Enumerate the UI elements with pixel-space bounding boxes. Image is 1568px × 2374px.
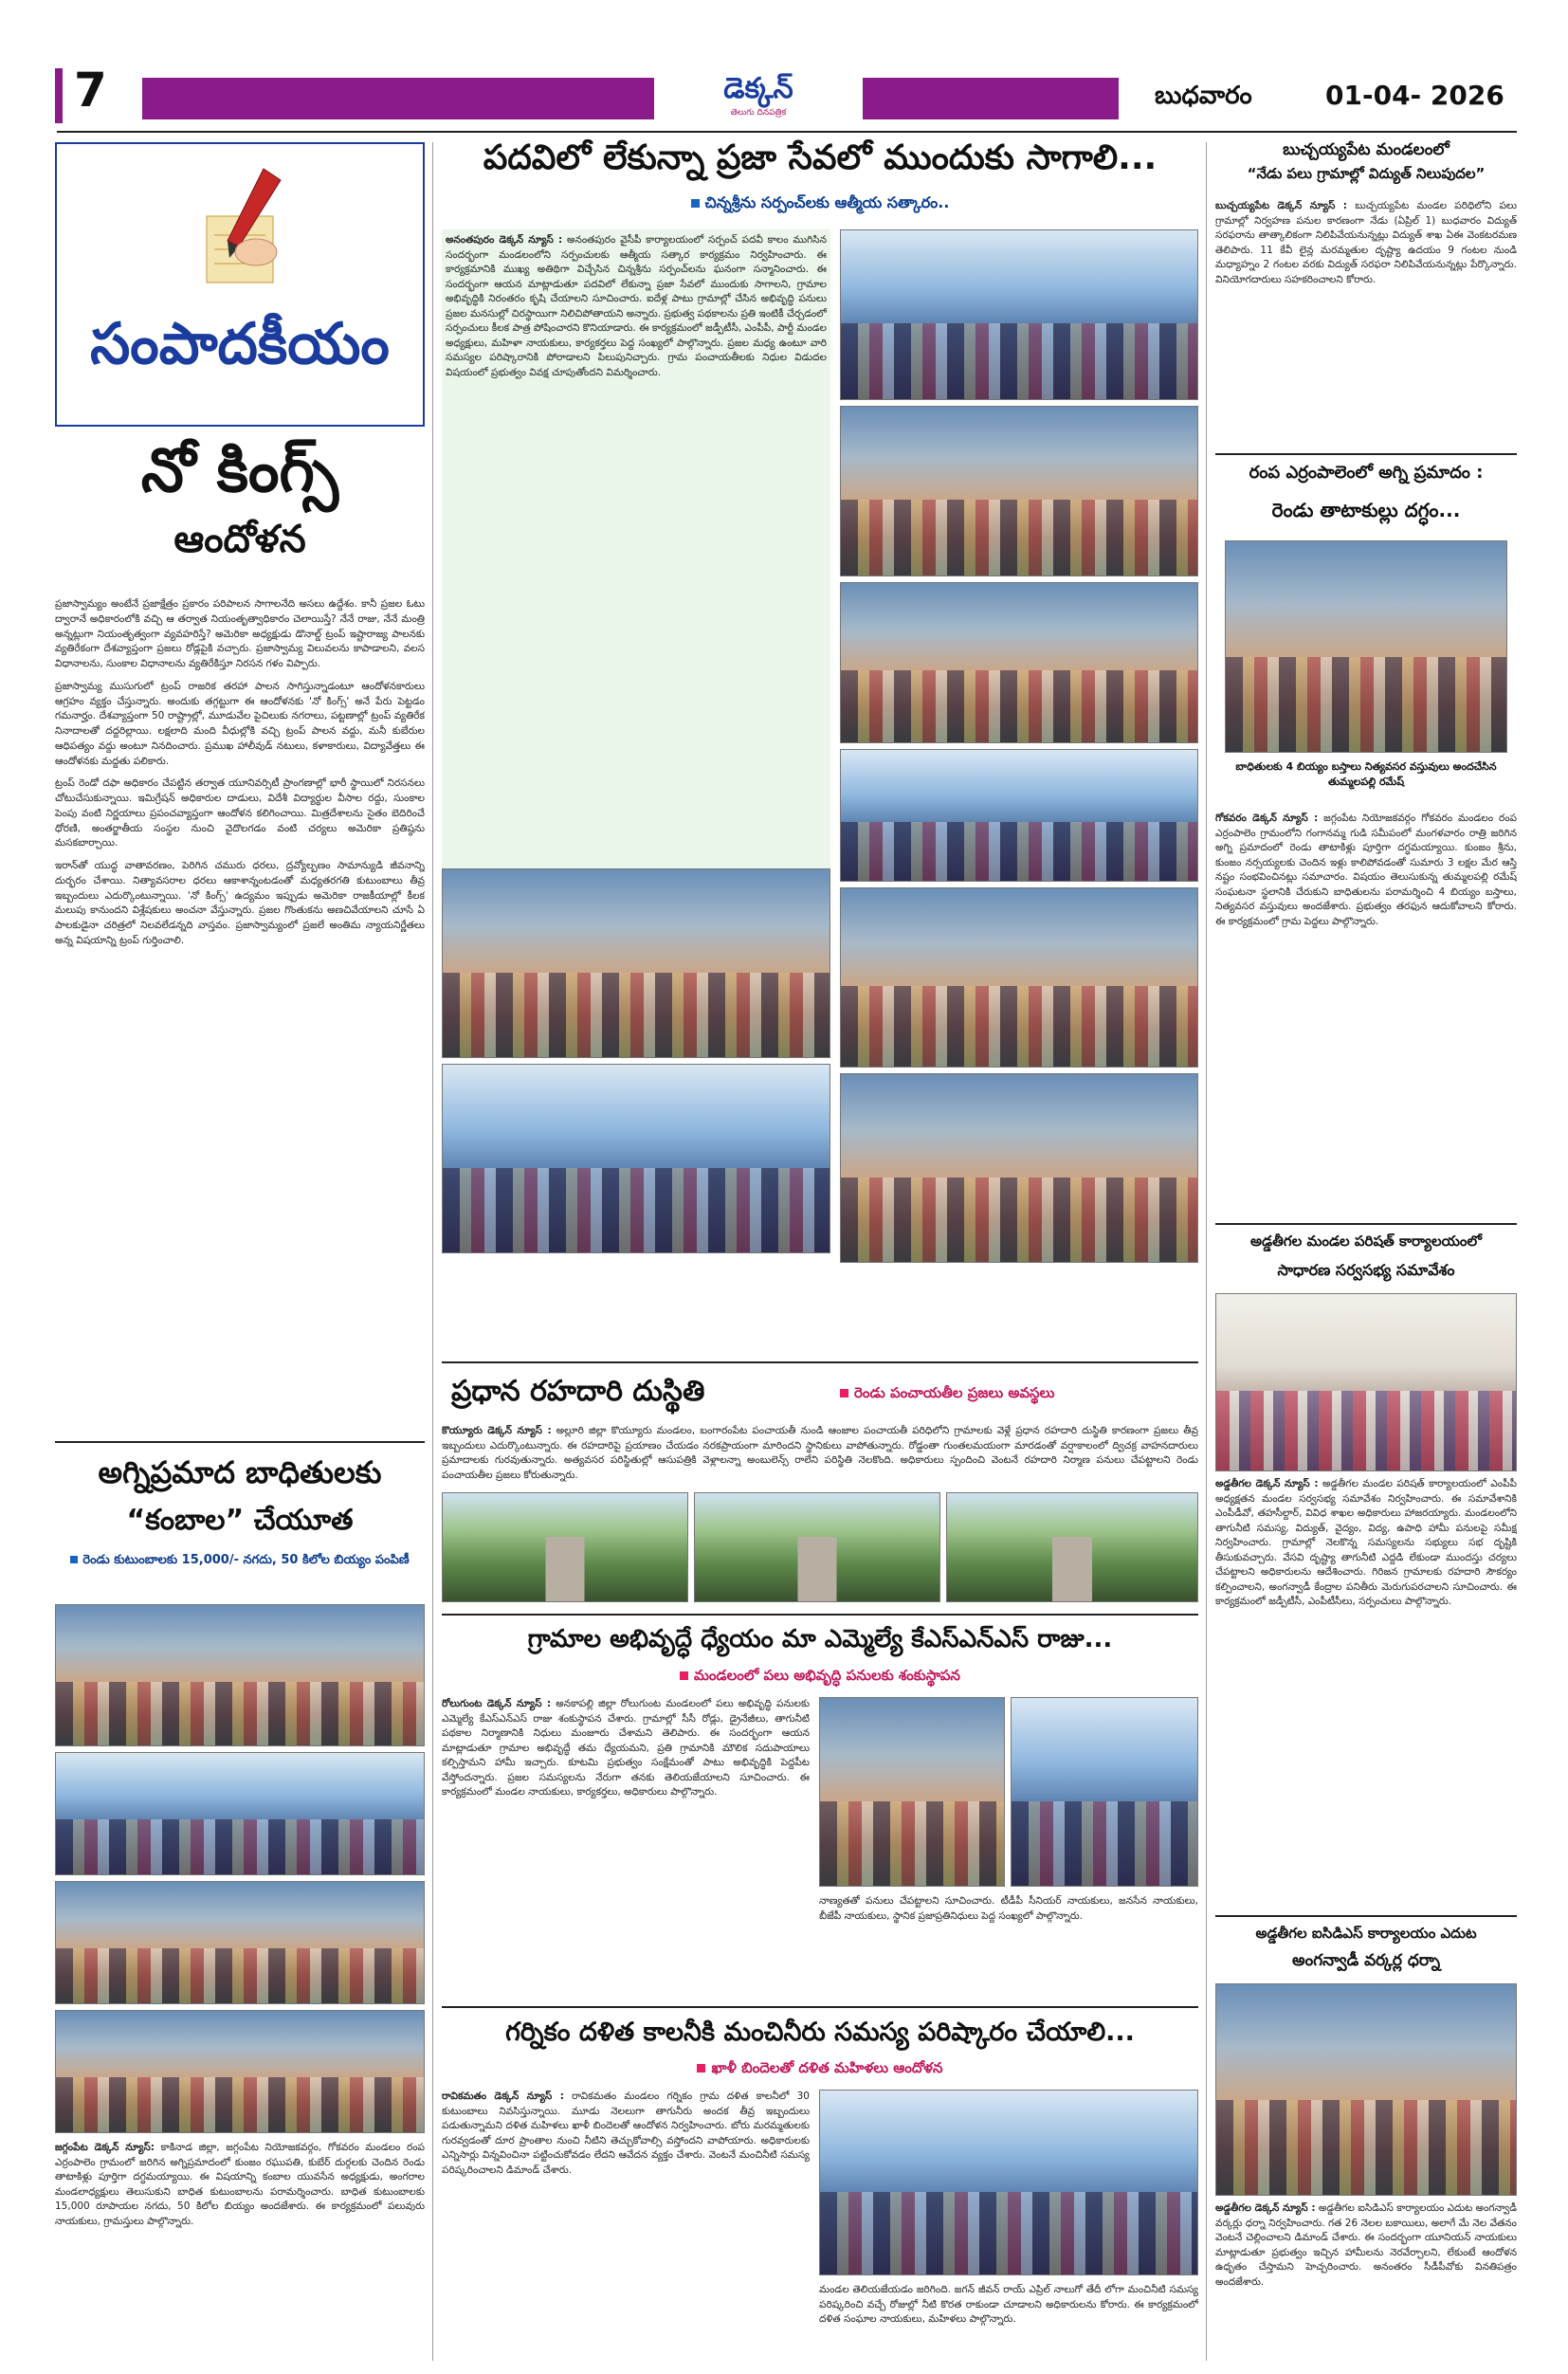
story-fire-aid [55, 1451, 425, 2361]
subhead-text: రెండు పంచాయతీల ప్రజలు అవస్థలు [854, 1384, 1055, 1401]
story-text: అనంతపురం వైసీపీ కార్యాలయంలో సర్పంచ్ పదవీ కాలం ముగిసిన సందర్భంగా మండలంలోని సర్పంచులకు ఆత్మీయ సత్కార కార్యక్రమం నిర్వహించారు. ఈ కార్యక్రమానికి ముఖ్య అతిథిగా విచ్చేసిన చిన్నశ్రీను సర్పంచ్‌లను ఘనంగా సన్మానించారు. ఈ సందర్భంగా ఆయన మాట్లాడుతూ పదవిలో లేకున్నా ప్రజా సేవలో ముందుకు సాగాలని, గ్రామాల అభివృద్ధికి నిరంతరం కృషి చేయాలని సూచించారు. ఐదేళ్ల పాటు గ్రామాల్లో చేసిన అభివృద్ధి పనులు ప్రజల మనసుల్లో చిరస్థాయిగా నిలిచిపోతాయని అన్నారు. ప్రభుత్వ పథకాలను ప్రతి ఇంటికీ చేర్చడంలో సర్పంచులు కీలక పాత్ర పోషించారని కొనియాడారు. ఈ కార్యక్రమంలో జడ్పీటీసీ, ఎంపీపీ, పార్టీ మండల అధ్యక్షులు, మహిళా నాయకులు, కార్యకర్తలు పెద్ద సంఖ్యలో పాల్గొన్నారు. ప్రజల మధ్య ఉంటూ వారి సమస్యల పరిష్కారానికి పోరాడాలని పిలుపునిచ్చారు. గ్రామ పంచాయతీలకు నిధుల విడుదల విషయంలో ప్రభుత్వం వివక్ష చూపుతోందని విమర్శించారు. [446, 234, 827, 378]
story-photo [442, 1064, 830, 1253]
divider [1215, 1223, 1517, 1225]
story-anganwadi [1215, 1921, 1517, 2365]
story-body [1215, 1477, 1517, 1908]
paper-logo [654, 70, 863, 127]
story-photo [840, 582, 1198, 743]
editorial-headline: నో కింగ్స్ [140, 436, 339, 506]
editorial-paragraph: ట్రంప్ రెండో దఫా అధికారం చేపట్టిన తర్వాత యూనివర్సిటీ ప్రాంగణాల్లో భారీ స్థాయిలో నిరసనలు చోటుచేసుకున్నాయి. ఇమిగ్రేషన్ అధికారుల దాడులు, విదేశీ విద్యార్థుల వీసాల రద్దు, సుంకాల పెంపు వంటి నిర్ణయాలు ప్రపంచవ్యాప్తంగా ఆందోళన కలిగించాయి. మిత్రదేశాలను సైతం బెదిరించే ధోరణి, అంతర్జాతీయ సంస్థల నుంచి వైదొలగడం వంటి చర్యలు అమెరికా ప్రతిష్ఠను మసకబార్చాయి. [55, 777, 425, 849]
story-power [1215, 138, 1517, 451]
story-headline-2: రెండు తాటాకుల్లు దగ్ధం... [1271, 499, 1461, 521]
masthead [0, 0, 1568, 133]
story-photo [55, 1752, 425, 1875]
story-fire-village [1215, 459, 1517, 1217]
masthead-color-band [142, 78, 1119, 119]
story-subhead [442, 2059, 1198, 2080]
story-subhead [442, 193, 1198, 215]
subhead-text: ఖాళీ బిందెలతో దళిత మహిళలు ఆందోళన [711, 2059, 943, 2076]
story-headline: బుచ్చయ్యపేట మండలంలో [1283, 140, 1449, 159]
editorial-headline-2: ఆందోళన [173, 518, 306, 561]
divider [442, 1361, 1198, 1363]
story-text: అడ్డతీగల మండల పరిషత్ కార్యాలయంలో ఎంపీపీ అధ్యక్షతన మండల సర్వసభ్య సమావేశం నిర్వహించారు. ఈ సమావేశానికి ఎంపీడీవో, తహసీల్దార్, వివిధ శాఖల అధికారులు హాజరయ్యారు. మండలంలోని తాగునీటి సమస్య, విద్యుత్, వైద్యం, విద్య, ఉపాధి హామీ పనులపై సమీక్ష నిర్వహించారు. గ్రామాల్లో నెలకొన్న సమస్యలను సభ్యులు సభ దృష్టికి తీసుకువచ్చారు. వేసవి దృష్ట్యా తాగునీటి ఎద్దడి లేకుండా ముందస్తు చర్యలు చేపట్టాలని అధికారులను ఆదేశించారు. గిరిజన గ్రామాలకు రహదారి సౌకర్యం కల్పించాలని, అంగన్వాడీ కేంద్రాల పనితీరు మెరుగుపరచాలని సూచించారు. ఈ కార్యక్రమంలో జడ్పీటీసీ, ఎంపీటీసీలు, సర్పంచులు పాల్గొన్నారు. [1215, 1478, 1517, 1608]
story-body [442, 2090, 810, 2359]
story-headline-2: సాధారణ సర్వసభ్య సమావేశం [1277, 1261, 1455, 1279]
story-text: అడ్డతీగల ఐసిడిఎస్ కార్యాలయం ఎదుట అంగన్వాడీ వర్కర్లు ధర్నా నిర్వహించారు. గత 26 నెలల బకాయిలు, అలాగే మే నెల వేతనం వెంటనే చెల్లించాలని డిమాండ్ చేశారు. ఈ సందర్భంగా యూనియన్ నాయకులు మాట్లాడుతూ ప్రభుత్వం ఇచ్చిన హామీలను నెరవేర్చాలని, లేకుంటే ఆందోళన ఉధృతం చేస్తామని హెచ్చరించారు. అనంతరం సీడీపీవోకు వినతిపత్రం అందజేశారు. [1215, 2202, 1517, 2288]
story-body-continued: మండల తెలియజేయడం జరిగింది. జగన్ జీవన్ రాయ్ ఎప్రిల్ నాలుగో తేదీ లోగా మంచినీటి సమస్య పరిష్కరించి వచ్చే రోజుల్లో నీటి కొరత రాకుండా చూడాలని అధికారులను కోరారు. ఈ కార్యక్రమంలో దళిత సంఘాల నాయకులు, మహిళలు పాల్గొన్నారు. [819, 2284, 1198, 2326]
paper-tagline: తెలుగు దినపత్రిక [730, 108, 787, 118]
story-text: అనకాపల్లి జిల్లా రోలుగుంట మండలంలో పలు అభివృద్ధి పనులకు ఎమ్మెల్యే కేఎస్ఎన్ఎస్ రాజు శంకుస్థాపన చేశారు. గ్రామాల్లో సీసీ రోడ్లు, డ్రైనేజీలు, తాగునీటి పథకాల నిర్మాణానికి నిధులు మంజూరు చేశామని తెలిపారు. ఈ సందర్భంగా ఆయన మాట్లాడుతూ గ్రామాల అభివృద్ధే తమ ధ్యేయమని, ప్రతి గ్రామానికి మౌలిక సదుపాయాలు కల్పిస్తామని హామీ ఇచ్చారు. కూటమి ప్రభుత్వం సంక్షేమంతో పాటు అభివృద్ధికి పెద్దపీట వేస్తోందన్నారు. ప్రజల సమస్యలను నేరుగా తనకు తెలియజేయాలని సూచించారు. ఈ కార్యక్రమంలో మండల నాయకులు, కార్యకర్తలు, అధికారులు పాల్గొన్నారు. [442, 1698, 810, 1799]
story-text: బుచ్చయ్యపేట మండల పరిధిలోని పలు గ్రామాల్లో నిర్వహణ పనుల కారణంగా నేడు (ఏప్రిల్ 1) బుధవారం విద్యుత్ సరఫరాను తాత్కాలికంగా నిలిపివేయనున్నట్లు విద్యుత్ శాఖ ఏఈ వెంకటరమణ తెలిపారు. 11 కేవీ లైన్ల మరమ్మతుల దృష్ట్యా ఉదయం 9 గంటల నుండి మధ్యాహ్నం 2 గంటల వరకు విద్యుత్ సరఫరా నిలిపివేయనున్నట్లు పేర్కొన్నారు. వినియోగదారులు సహకరించాలని కోరారు. [1215, 200, 1517, 285]
masthead-underline [57, 131, 1517, 133]
story-text: జగ్గంపేట నియోజకవర్గం గోకవరం మండలం రంప ఎర్రంపాలెం గ్రామంలోని గంగానమ్మ గుడి సమీపంలో మంగళవారం రాత్రి జరిగిన అగ్ని ప్రమాదంలో రెండు తాటాకిళ్లు పూర్తిగా దగ్ధమయ్యాయి. కుంజం శ్రీను, కుంజం నర్సయ్యలకు చెందిన ఇళ్లు కాలిపోవడంతో సుమారు 3 లక్షల మేర ఆస్తి నష్టం సంభవించినట్లు సమాచారం. విషయం తెలుసుకున్న తుమ్మలపల్లి రమేష్ సంఘటనా స్థలానికి చేరుకుని బాధితులను పరామర్శించి 4 బియ్యం బస్తాలు, నిత్యవసర వస్తువులు అందజేశారు. ప్రభుత్వం తరఫున ఆదుకోవాలని కోరారు. ఈ కార్యక్రమంలో గ్రామ పెద్దలు పాల్గొన్నారు. [1215, 813, 1517, 927]
editorial-paragraph: ప్రజాస్వామ్య ముసుగులో ట్రంప్ రాజరిక తరహా పాలన సాగిస్తున్నాడంటూ ఆందోళనకారులు ఆగ్రహం వ్యక్తం చేస్తున్నారు. అందుకు తగ్గట్టుగా ఈ ఆందోళనకు 'నో కింగ్స్' అనే పేరు పెట్టడం గమనార్హం. దేశవ్యాప్తంగా 50 రాష్ట్రాల్లో, మూడువేల పైచిలుకు నగరాలు, పట్టణాల్లో ట్రంప్ వ్యతిరేక నినాదాలతో దద్దరిల్లాయి. లక్షలాది మంది వీధుల్లోకి వచ్చి ట్రంప్ పాలన వద్దు, మనీ కుబేరుల ఆధిపత్యం వద్దు అంటూ నినదించారు. ప్రముఖ హాలీవుడ్ నటులు, కళాకారులు, విద్యావేత్తలు ఈ ఆందోళనకు మద్దతు పలికారు. [55, 680, 425, 767]
pen-hand-icon [190, 159, 294, 301]
story-body [442, 1424, 1198, 1490]
bullet-square-icon [691, 199, 700, 208]
story-text: కాకినాడ జిల్లా, జగ్గంపేట నియోజకవర్గం, గోకవరం మండలం రంప ఎర్రంపాలెం గ్రామంలో జరిగిన అగ్నిప్రమాదంలో కుంజం రఘుపతి, కుబేర్ దుర్గలకు చెందిన రెండు తాటాకిళ్లు పూర్తిగా దగ్ధమయ్యాయి. ఈ విషయాన్ని కంబాల యువసేన అధ్యక్షుడు, అంగరాల మండలాధ్యక్షులు తెలుసుకుని బాధిత కుటుంబాలను పరామర్శించారు. బాధిత కుటుంబాలకు 15,000 రూపాయల నగదు, 50 కిలోల బియ్యం అందజేశారు. ఈ కార్యక్రమంలో పలువురు నాయకులు, గ్రామస్తులు పాల్గొన్నారు. [55, 2142, 425, 2227]
bullet-square-icon [70, 1556, 78, 1563]
story-headline: రంప ఎర్రంపాలెంలో అగ్ని ప్రమాదం : [1249, 463, 1484, 483]
story-text: అల్లూరి జిల్లా కొయ్యూరు మండలం, బంగారంపేట పంచాయతీ నుండి ఆంజాల పంచాయతీ పరిధిలోని గ్రామాలకు వెళ్లే ప్రధాన రహదారి దుస్థితి కారణంగా ప్రజలు తీవ్ర ఇబ్బందులు ఎదుర్కొంటున్నారు. ఈ రహదారిపై ప్రయాణం చేయడం నరకప్రాయంగా మారిందని స్థానికులు వాపోతున్నారు. రోడ్డంతా గుంతలమయంగా మారడంతో వర్షాకాలంలో ద్విచక్ర వాహనదారులు ప్రమాదాలకు గురవుతున్నారు. అత్యవసర పరిస్థితుల్లో ఆసుపత్రికి వెళ్లాలన్నా అంబులెన్స్ రాలేని పరిస్థితి నెలకొంది. అధికారులు స్పందించి వెంటనే రహదారి నిర్మాణ పనులు చేపట్టాలని రెండు పంచాయతీల ప్రజలు కోరుతున్నారు. [442, 1425, 1198, 1481]
story-headline-2: “కంబాల” చేయూత [126, 1504, 354, 1537]
story-text: రావికమతం మండలం గర్నికం గ్రామ దళిత కాలనీలో 30 కుటుంబాలు నివసిస్తున్నాయి. మూడు నెలలుగా తాగునీరు అందక తీవ్ర ఇబ్బందులు పడుతున్నామని దళిత మహిళలు ఖాళీ బిందెలతో ఆందోళన నిర్వహించారు. బోరు మరమ్మతులకు గురవ్వడంతో దూర ప్రాంతాల నుంచి నీటిని తెచ్చుకోవాల్సి వస్తోందని వాపోయారు. అధికారులకు ఎన్నిసార్లు విన్నవించినా పట్టించుకోవడం లేదని ఆవేదన వ్యక్తం చేశారు. వెంటనే మంచినీటి సమస్య పరిష్కరించాలని డిమాండ్ చేశారు. [442, 2091, 810, 2176]
story-photo [840, 406, 1198, 576]
story-photo [1215, 1293, 1517, 1471]
subhead-text: చిన్నశ్రీను సర్పంచ్‌లకు ఆత్మీయ సత్కారం.. [704, 193, 950, 211]
story-headline: అడ్డతీగల ఐసిడిఎస్ కార్యాలయం ఎదుట [1255, 1925, 1477, 1942]
dateline: జగ్గంపేట డెక్కన్ న్యూస్: [55, 2142, 155, 2153]
editorial-logo-box [55, 142, 425, 427]
divider [1215, 453, 1517, 455]
story-photo [55, 1604, 425, 1746]
story-headline: పదవిలో లేకున్నా ప్రజా సేవలో ముందుకు సాగాలి... [483, 138, 1158, 177]
story-subhead [64, 1553, 415, 1570]
story-photo [1225, 540, 1507, 753]
column-divider [1206, 142, 1207, 2361]
story-photo [840, 749, 1198, 882]
story-photo [819, 2090, 1198, 2275]
divider [442, 2006, 1198, 2008]
subhead-text: రెండు కుటుంబాలకు 15,000/- నగదు, 50 కిలోల బియ్యం పంపిణీ [82, 1553, 410, 1567]
story-photo [442, 868, 830, 1058]
story-photo [819, 1697, 1005, 1887]
page-number: 7 [74, 63, 107, 118]
story-photo [840, 887, 1198, 1068]
editorial-paragraph: ఇరాన్‌తో యుద్ధ వాతావరణం, పెరిగిన చమురు ధరలు, ద్రవ్యోల్బణం సామాన్యుడి జీవనాన్ని దుర్భరం చేశాయి. నిత్యావసరాల ధరలు ఆకాశాన్నంటడంతో మధ్యతరగతి కుటుంబాలు తీవ్ర ఇబ్బందులు ఎదుర్కొంటున్నాయి. 'నో కింగ్స్' ఉద్యమం ఇప్పుడు అమెరికా రాజకీయాల్లో కీలక మలుపు కానుందని విశ్లేషకులు అంచనా వేస్తున్నారు. ప్రజల గొంతుకను అణచివేయాలని చూసే ఏ పాలకుడైనా చరిత్రలో నిలవలేడన్నది వాస్తవం. ప్రజాస్వామ్యంలో ప్రజలే అంతిమ న్యాయనిర్ణేతలు అన్న విషయాన్ని ట్రంప్ గుర్తించాలి. [55, 860, 425, 946]
story-body [1215, 2201, 1517, 2361]
dateline: అడ్డతీగల డెక్కన్ న్యూస్ : [1215, 1478, 1319, 1489]
story-addateegala [1215, 1229, 1517, 1911]
story-photo [55, 2010, 425, 2133]
divider [442, 1614, 1198, 1616]
dateline: రోలుగుంట డెక్కన్ న్యూస్ : [442, 1698, 552, 1709]
story-body [442, 1697, 810, 1991]
story-photo [1215, 1983, 1517, 2196]
bullet-square-icon [840, 1389, 848, 1397]
bullet-square-icon [680, 1671, 688, 1680]
dateline: రావికమతం డెక్కన్ న్యూస్ : [442, 2091, 564, 2102]
story-headline-2: అంగన్వాడీ వర్కర్ల ధర్నా [1292, 1951, 1440, 1970]
dateline: అడ్డతీగల డెక్కన్ న్యూస్ : [1215, 2202, 1316, 2214]
subhead-text: మండలంలో పలు అభివృద్ధి పనులకు శంకుస్థాపన [694, 1667, 960, 1684]
story-photo [840, 1073, 1198, 1263]
bullet-square-icon [697, 2064, 705, 2073]
story-photo [55, 1881, 425, 2004]
divider [1215, 1915, 1517, 1917]
story-headline: ప్రధాన రహదారి దుస్థితి [451, 1375, 705, 1408]
photo-caption: నాణ్యతతో పనులు చేపట్టాలని సూచించారు. టీడీపీ సీనియర్ నాయకులు, జనసేన నాయకులు, బీజేపీ నాయకులు, స్థానిక ప్రజాప్రతినిధులు పెద్ద సంఖ్యలో పాల్గొన్నారు. [819, 1895, 1198, 1922]
story-photo [1011, 1697, 1198, 1887]
story-headline-2: “నేడు పలు గ్రామాల్లో విద్యుత్ నిలుపుదల” [1247, 165, 1486, 182]
paper-name: డెక్కన్ [723, 72, 793, 105]
dateline: కొయ్యూరు డెక్కన్ న్యూస్ : [442, 1425, 552, 1436]
story-body [1215, 199, 1517, 449]
editorial-body [55, 597, 425, 1451]
editorial-column [55, 142, 425, 1451]
story-photo [694, 1492, 940, 1602]
story-headline: అగ్నిప్రమాద బాధితులకు [98, 1454, 382, 1490]
story-mla [442, 1621, 1198, 2000]
story-water [442, 2014, 1198, 2365]
dateline: గోకవరం డెక్కన్ న్యూస్ : [1215, 813, 1319, 824]
story-body [1215, 812, 1517, 1215]
dateline: బుచ్చయ్యపేట డెక్కన్ న్యూస్ : [1215, 200, 1348, 211]
story-body [55, 2141, 425, 2355]
column-divider [432, 142, 433, 2361]
editorial-paragraph: ప్రజాస్వామ్యం అంటేనే ప్రజాక్షేత్రం ప్రకారం పరిపాలన సాగాలనేది అసలు ఉద్దేశం. కానీ ప్రజల ఓటు ద్వారానే అధికారంలోకి వచ్చి ఆ తర్వాత నియంతృత్వాధికారం చెలాయిస్తే? నేనే రాజు, నేనే మంత్రి అన్నట్లుగా నియంతృత్వంగా వ్యవహరిస్తే? అమెరికా అధ్యక్షుడు డొనాల్డ్ ట్రంప్ ఇష్టారాజ్య పాలనకు వ్యతిరేకంగా దేశవ్యాప్తంగా ప్రజలు రోడ్లపైకి వచ్చారు. ప్రజాస్వామ్య విలువలను కాపాడాలని, వలస విధానాలను, సుంకాల విధానాలను వ్యతిరేకిస్తూ నిరసన గళం విప్పారు. [55, 598, 425, 669]
page-number-bar [55, 68, 63, 123]
story-headline: గర్నికం దళిత కాలనీకి మంచినీరు సమస్య పరిష్కారం చేయాలి... [505, 2018, 1135, 2047]
story-sarpanch [442, 138, 1198, 1371]
editorial-section-label: సంపాదకీయం [90, 311, 390, 377]
photo-caption: బాధితులకు 4 బియ్యం బస్తాలు నిత్యవసర వస్తువులు అందచేసిన తుమ్మలపల్లి రమేష్ [1235, 760, 1497, 788]
story-photo [946, 1492, 1198, 1602]
dateline: అనంతపురం డెక్కన్ న్యూస్ : [446, 234, 563, 246]
story-road [442, 1371, 1198, 1608]
issue-date: 01-04- 2026 [1325, 80, 1504, 111]
story-headline: గ్రామాల అభివృద్ధే ధ్యేయం మా ఎమ్మెల్యే కేఎస్ఎన్ఎస్ రాజు... [527, 1625, 1113, 1653]
story-headline: అడ్డతీగల మండల పరిషత్ కార్యాలయంలో [1250, 1233, 1482, 1250]
story-subhead [442, 1667, 1198, 1688]
story-photo [840, 229, 1198, 400]
story-photo [442, 1492, 688, 1602]
weekday: బుధవారం [1155, 82, 1252, 110]
story-subhead [840, 1384, 1054, 1405]
divider [55, 1441, 425, 1443]
